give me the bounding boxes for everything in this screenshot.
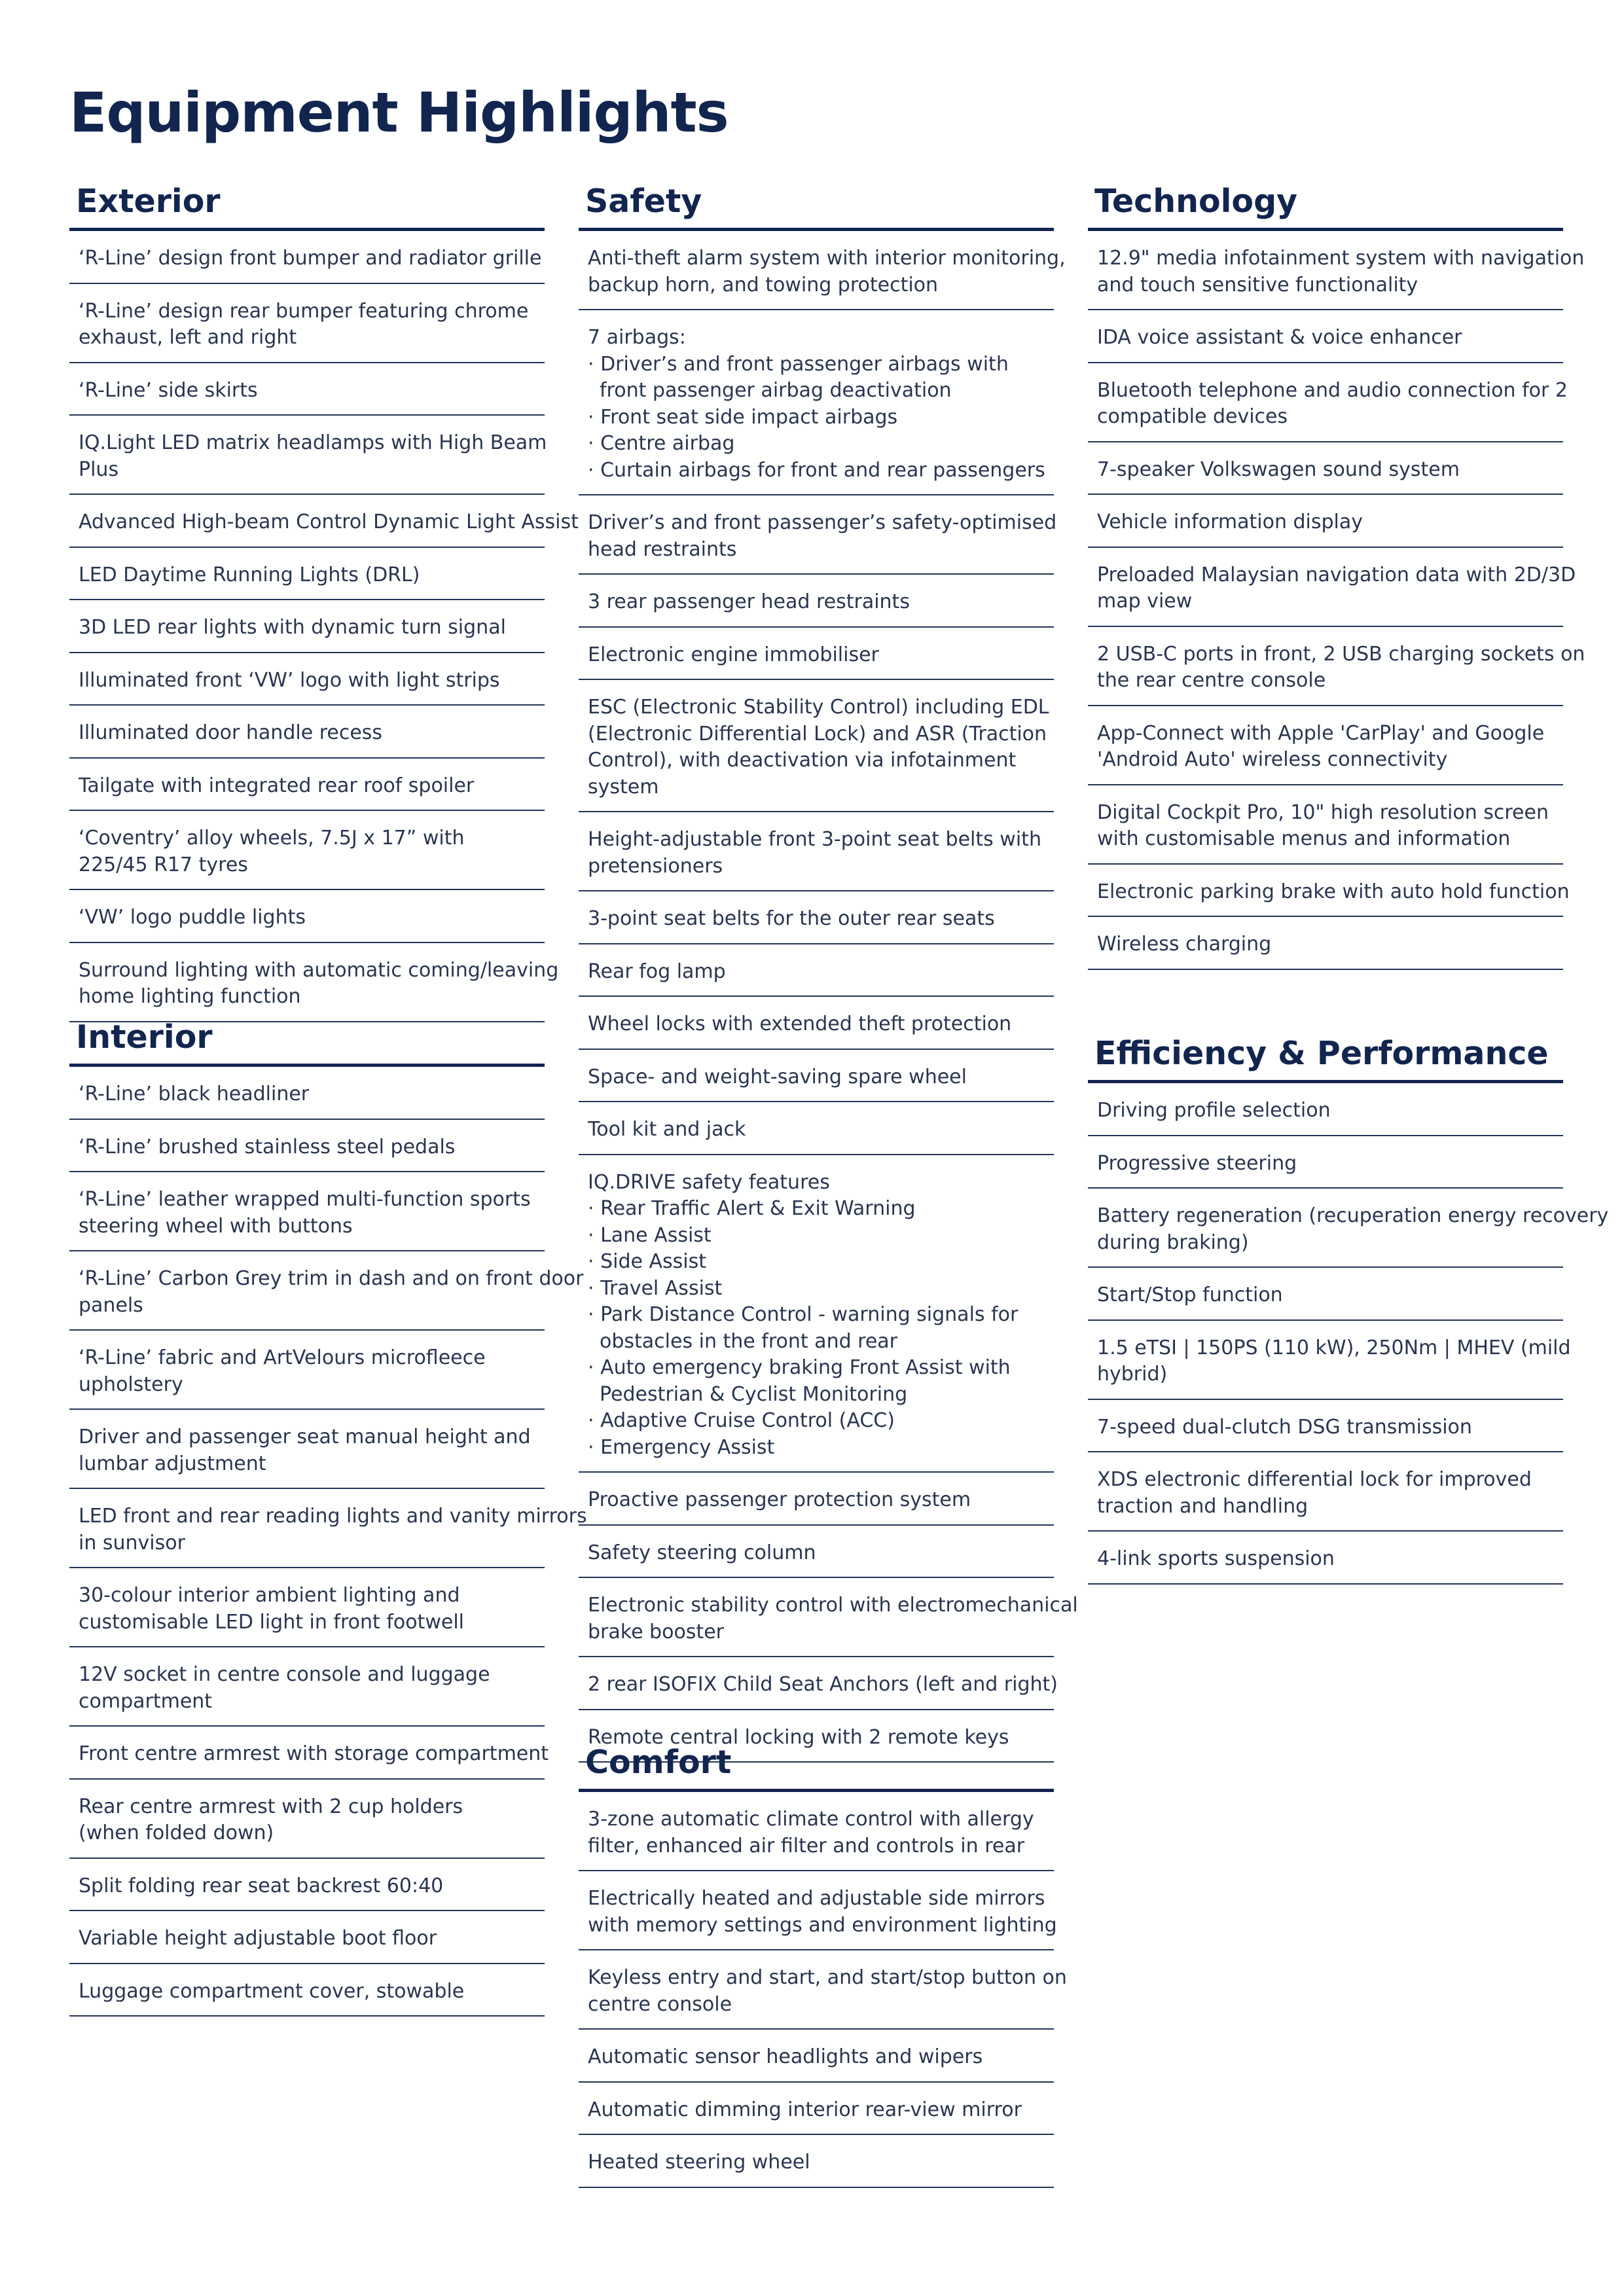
list-item-line: · Travel Assist (588, 1276, 723, 1300)
list-item (1088, 917, 1563, 970)
list-item (1088, 310, 1563, 363)
safety-list (579, 231, 1078, 1763)
list-item-line: App-Connect with Apple 'CarPlay' and Google (1097, 721, 1545, 745)
list-item (69, 1172, 545, 1251)
list-item (579, 231, 1066, 310)
list-item-line: Vehicle information display (1097, 511, 1363, 533)
list-item-line: 12.9" media infotainment system with navigation (1097, 247, 1585, 270)
list-item-line: 2 rear ISOFIX Child Seat Anchors (left and right) (588, 1673, 1058, 1696)
list-item-line: Illuminated front ‘VW’ logo with light strips (79, 668, 500, 692)
interior-list (69, 1067, 587, 2017)
technology-list (1088, 231, 1585, 970)
list-item-line: 3-zone automatic climate control with allergy (588, 1808, 1034, 1831)
list-item-line: Automatic sensor headlights and wipers (588, 2045, 983, 2068)
section-safety (579, 182, 1078, 1763)
list-item-line: Tool kit and jack (588, 1118, 746, 1141)
list-item (579, 575, 1054, 628)
list-item-line: Wireless charging (1097, 933, 1272, 956)
list-item-line: 3-point seat belts for the outer rear seats (588, 907, 995, 930)
list-item-line: ‘R-Line’ black headliner (79, 1083, 310, 1105)
list-item-line: ‘Coventry’ alloy wheels, 7.5J x 17” with (79, 827, 465, 850)
list-item-line: (Electronic Differential Lock) and ASR (Traction (588, 722, 1047, 745)
list-item-line: in sunvisor (79, 1531, 185, 1554)
list-item-line: head restraints (588, 537, 737, 561)
list-item (1088, 548, 1576, 627)
list-item-line: compatible devices (1097, 405, 1288, 428)
list-item-line: 7-speaker Volkswagen sound system (1097, 457, 1460, 481)
list-item-line: during braking) (1097, 1230, 1249, 1254)
section-title-safety: Safety (579, 182, 1054, 231)
list-item (1088, 495, 1563, 548)
list-item (579, 2030, 1054, 2083)
list-item-line: Rear fog lamp (588, 960, 726, 983)
list-item (69, 363, 545, 416)
list-item-line: Electronic engine immobiliser (588, 643, 879, 666)
section-title-interior: Interior (69, 1018, 545, 1067)
list-item (69, 284, 545, 363)
list-item (1088, 706, 1563, 785)
list-item-line: 12V socket in centre console and luggage (79, 1663, 490, 1686)
list-item (579, 1473, 1054, 1526)
list-item-line: · Auto emergency braking Front Assist with (588, 1356, 1011, 1379)
list-item-line: centre console (588, 1992, 732, 2016)
list-item-line: front passenger airbag deactivation (600, 379, 952, 402)
list-item-line: Electronic parking brake with auto hold function (1097, 880, 1570, 903)
list-item-line: compartment (79, 1689, 213, 1713)
list-item-line: filter, enhanced air filter and controls in rear (588, 1834, 1025, 1857)
list-item-line: ‘VW’ logo puddle lights (79, 906, 306, 929)
list-item-line: · Lane Assist (588, 1223, 712, 1247)
list-item-line: ‘R-Line’ brushed stainless steel pedals (79, 1135, 456, 1158)
list-item-line: · Emergency Assist (588, 1435, 775, 1459)
list-item-line: traction and handling (1097, 1494, 1308, 1518)
list-item-line: 7-speed dual-clutch DSG transmission (1097, 1415, 1472, 1439)
exterior-list (69, 231, 579, 1022)
list-item-line: Start/Stop function (1097, 1283, 1283, 1306)
list-item (579, 997, 1054, 1050)
page-title: Equipment Highlights (69, 81, 729, 145)
list-item-line: obstacles in the front and rear (600, 1329, 898, 1353)
list-item-line: · Front seat side impact airbags (588, 405, 898, 429)
list-item-line: IQ.DRIVE safety features (588, 1170, 830, 1194)
list-item-line: the rear centre console (1097, 669, 1326, 692)
list-item-line: Control), with deactivation via infotainment (588, 749, 1017, 772)
list-item-line: ‘R-Line’ design rear bumper featuring chrome (79, 299, 529, 323)
list-item (69, 1568, 545, 1647)
comfort-list (579, 1792, 1067, 2188)
list-item-line: Remote central locking with 2 remote keys (588, 1725, 1009, 1749)
list-item-line: Variable height adjustable boot floor (79, 1927, 437, 1950)
list-item (1088, 1321, 1571, 1400)
list-item (579, 1102, 1054, 1155)
list-item-line: Battery regeneration (recuperation energy recovery (1097, 1204, 1609, 1227)
list-item (579, 1155, 1054, 1473)
list-item (69, 890, 545, 943)
section-exterior (69, 182, 579, 1022)
list-item (579, 1526, 1054, 1579)
list-item-line: with customisable menus and information (1097, 827, 1511, 850)
list-item (69, 706, 545, 759)
list-item-line: ‘R-Line’ side skirts (79, 378, 258, 402)
list-item (579, 2083, 1054, 2136)
list-item-line: Pedestrian & Cyclist Monitoring (600, 1382, 908, 1406)
section-title-technology: Technology (1088, 182, 1563, 231)
list-item-line: Height-adjustable front 3-point seat belts with (588, 828, 1041, 851)
list-item-line: Driving profile selection (1097, 1099, 1331, 1122)
list-item (69, 1489, 587, 1568)
list-item-line: · Driver’s and front passenger airbags with (588, 352, 1009, 376)
list-item-line: 30-colour interior ambient lighting and (79, 1584, 460, 1607)
list-item (69, 1780, 545, 1859)
list-item (579, 628, 1054, 681)
list-item-line: hybrid) (1097, 1363, 1168, 1386)
section-title-comfort: Comfort (579, 1743, 1054, 1792)
list-item-line: Plus (79, 457, 119, 481)
section-efficiency (1088, 1034, 1609, 1585)
list-item-line: Anti-theft alarm system with interior monitoring, (588, 247, 1066, 270)
list-item-line: Heated steering wheel (588, 2151, 810, 2174)
list-item (69, 1859, 545, 1912)
list-item (1088, 363, 1568, 442)
list-item-line: Surround lighting with automatic coming/leaving (79, 958, 559, 982)
list-item-line: · Centre airbag (588, 432, 735, 455)
list-item-line: Digital Cockpit Pro, 10" high resolution screen (1097, 800, 1549, 824)
list-item (1088, 785, 1563, 865)
section-comfort (579, 1743, 1067, 2188)
list-item-line: upholstery (79, 1372, 183, 1396)
list-item (69, 1647, 545, 1727)
list-item (1088, 1136, 1563, 1189)
list-item (69, 653, 545, 706)
list-item-line: Progressive steering (1097, 1151, 1297, 1175)
list-item-line: 1.5 eTSI | 150PS (110 kW), 250Nm | MHEV (mild (1097, 1336, 1571, 1359)
list-item (69, 943, 559, 1022)
list-item (1088, 865, 1570, 918)
list-item (69, 1410, 545, 1489)
list-item (69, 1067, 545, 1120)
list-item-line: 7 airbags: (588, 326, 686, 349)
list-item (69, 1727, 549, 1780)
list-item (69, 1120, 545, 1173)
list-item (69, 548, 545, 601)
list-item (579, 1950, 1067, 2030)
list-item (1088, 1452, 1563, 1532)
list-item-line: steering wheel with buttons (79, 1214, 353, 1238)
list-item-line: lumbar adjustment (79, 1452, 266, 1475)
list-item (1088, 1532, 1563, 1585)
list-item (69, 1331, 545, 1410)
section-technology (1088, 182, 1585, 970)
list-item-line: exhaust, left and right (79, 326, 297, 349)
list-item-line: Keyless entry and start, and start/stop button on (588, 1966, 1067, 1989)
list-item-line: 3 rear passenger head restraints (588, 590, 910, 613)
list-item-line: LED Daytime Running Lights (DRL) (79, 563, 420, 586)
list-item (69, 1911, 545, 1964)
list-item (579, 944, 1054, 997)
list-item (579, 1578, 1078, 1657)
list-item-line: LED front and rear reading lights and vanity mirrors (79, 1505, 587, 1528)
list-item (579, 891, 1054, 944)
list-item-line: panels (79, 1293, 143, 1317)
list-item-line: · Adaptive Cruise Control (ACC) (588, 1409, 895, 1432)
list-item-line: ‘R-Line’ Carbon Grey trim in dash and on front door (79, 1267, 584, 1290)
list-item (1088, 1083, 1563, 1136)
list-item-line: Rear centre armrest with 2 cup holders (79, 1795, 463, 1818)
list-item-line: XDS electronic differential lock for improved (1097, 1468, 1532, 1491)
list-item (69, 495, 579, 548)
list-item (1088, 442, 1563, 495)
list-item-line: Split folding rear seat backrest 60:40 (79, 1874, 444, 1897)
list-item (579, 680, 1054, 812)
list-item (579, 1050, 1054, 1103)
list-item-line: 'Android Auto' wireless connectivity (1097, 748, 1448, 771)
list-item (1088, 627, 1585, 706)
list-item-line: 3D LED rear lights with dynamic turn signal (79, 616, 506, 639)
list-item-line: · Side Assist (588, 1250, 706, 1273)
list-item-line: ‘R-Line’ fabric and ArtVelours microfleece (79, 1346, 486, 1369)
list-item-line: backup horn, and towing protection (588, 273, 939, 296)
list-item-line: with memory settings and environment lighting (588, 1913, 1057, 1937)
list-item (1088, 231, 1585, 310)
list-item-line: Automatic dimming interior rear-view mirror (588, 2098, 1022, 2121)
list-item-line: 4-link sports suspension (1097, 1547, 1335, 1570)
list-item-line: ‘R-Line’ leather wrapped multi-function sports (79, 1188, 531, 1211)
list-item (1088, 1400, 1563, 1453)
list-item-line: IQ.Light LED matrix headlamps with High Beam (79, 431, 547, 454)
list-item (69, 1964, 545, 2017)
list-item-line: Tailgate with integrated rear roof spoiler (79, 774, 475, 797)
list-item (1088, 1268, 1563, 1321)
list-item-line: IDA voice assistant & voice enhancer (1097, 326, 1462, 349)
list-item (69, 231, 545, 284)
list-item (69, 600, 545, 653)
list-item-line: Luggage compartment cover, stowable (79, 1979, 465, 2003)
list-item-line: 225/45 R17 tyres (79, 853, 248, 876)
list-item-line: Driver’s and front passenger’s safety-optimised (588, 511, 1057, 534)
list-item (1088, 1189, 1609, 1268)
list-item (579, 310, 1054, 495)
list-item-line: home lighting function (79, 985, 301, 1008)
list-item-line: Driver and passenger seat manual height and (79, 1426, 531, 1448)
list-item-line: Illuminated door handle recess (79, 721, 383, 744)
list-item (579, 1871, 1057, 1950)
list-item (579, 1792, 1054, 1871)
list-item (69, 759, 545, 812)
list-item-line: Space- and weight-saving spare wheel (588, 1065, 967, 1088)
list-item (579, 2135, 1054, 2188)
list-item-line: customisable LED light in front footwell (79, 1610, 465, 1634)
list-item-line: · Park Distance Control - warning signals for (588, 1303, 1019, 1326)
list-item-line: · Rear Traffic Alert & Exit Warning (588, 1197, 916, 1220)
list-item-line: · Curtain airbags for front and rear passengers (588, 458, 1045, 482)
list-item-line: brake booster (588, 1620, 724, 1643)
list-item-line: Electrically heated and adjustable side mirrors (588, 1887, 1045, 1910)
list-item-line: Proactive passenger protection system (588, 1488, 971, 1511)
section-title-exterior: Exterior (69, 182, 545, 231)
list-item-line: Advanced High-beam Control Dynamic Light Assist (79, 511, 579, 533)
list-item (69, 1251, 584, 1331)
list-item-line: Wheel locks with extended theft protection (588, 1013, 1012, 1035)
list-item-line: and touch sensitive functionality (1097, 273, 1418, 296)
efficiency-list (1088, 1083, 1609, 1585)
section-interior (69, 1018, 587, 2017)
list-item (579, 495, 1057, 575)
list-item (579, 1657, 1058, 1710)
list-item-line: ‘R-Line’ design front bumper and radiator grille (79, 247, 542, 270)
list-item-line: pretensioners (588, 854, 723, 878)
list-item-line: (when folded down) (79, 1821, 274, 1844)
list-item-line: ESC (Electronic Stability Control) including EDL (588, 696, 1049, 719)
list-item-line: Bluetooth telephone and audio connection for 2 (1097, 378, 1568, 402)
list-item (69, 416, 545, 495)
list-item-line: system (588, 775, 659, 798)
list-item-line: Safety steering column (588, 1541, 816, 1564)
list-item (579, 812, 1054, 891)
list-item (69, 811, 545, 890)
list-item-line: 2 USB-C ports in front, 2 USB charging sockets on (1097, 642, 1585, 666)
section-title-efficiency: Efficiency & Performance (1088, 1034, 1563, 1083)
list-item-line: Electronic stability control with electromechanical (588, 1594, 1078, 1617)
list-item-line: Front centre armrest with storage compartment (79, 1742, 549, 1765)
list-item-line: Preloaded Malaysian navigation data with 2D/3D (1097, 563, 1576, 586)
list-item-line: map view (1097, 590, 1193, 613)
